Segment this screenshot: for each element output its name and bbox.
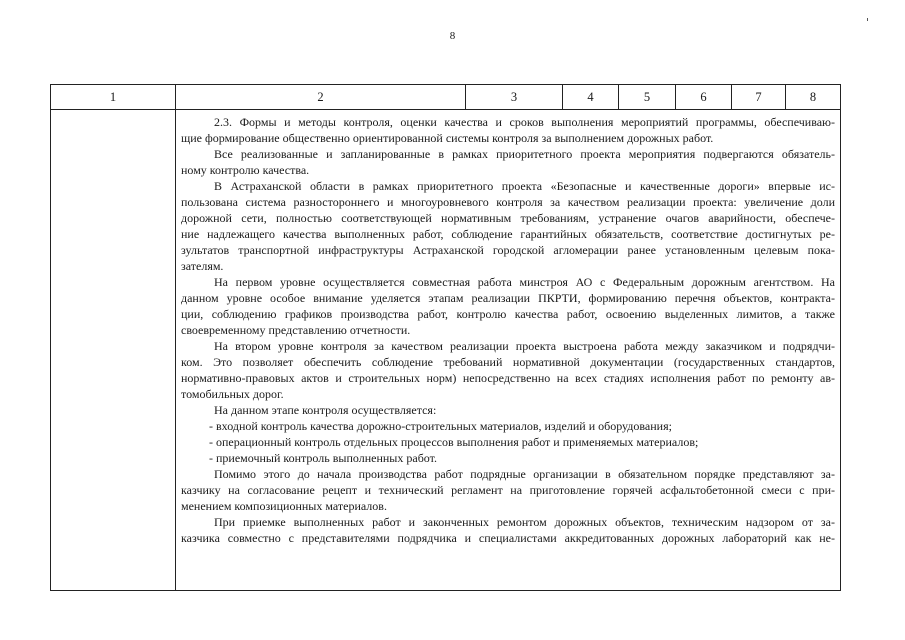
scan-speck	[867, 18, 868, 21]
text-line-content: своевременному представлению отчетности.	[181, 323, 411, 337]
text-line-content: ции, соблюдению графиков производства работ, контролю качества работ, освоению выделенных лимитов, а также	[181, 307, 835, 321]
text-line	[181, 466, 835, 482]
text-line	[181, 258, 835, 274]
text-line	[181, 434, 835, 450]
page-number: 8	[449, 30, 456, 42]
text-line-content: На данном этапе контроля осуществляется:	[214, 403, 437, 417]
text-line	[181, 338, 835, 354]
text-line	[181, 290, 835, 306]
table-header-row	[51, 85, 841, 110]
text-line-content: пользована система разностороннего и многоуровневого контроля за качеством реализации проекта: увеличение доли	[181, 195, 835, 209]
text-line	[181, 274, 835, 290]
text-line-content: В Астраханской области в рамках приоритетного проекта «Безопасные и качественные дороги» впервые ис-	[214, 179, 835, 193]
text-line	[181, 514, 835, 530]
text-line	[181, 530, 835, 546]
text-line-content: менением композиционных материалов.	[181, 499, 387, 513]
text-line	[181, 354, 835, 370]
text-line	[181, 482, 835, 498]
text-line	[181, 210, 835, 226]
column-header-4: 4	[563, 85, 619, 110]
text-line	[181, 498, 835, 514]
text-line	[181, 178, 835, 194]
text-line-content: Помимо этого до начала производства работ подрядные организации в обязательном порядке представляют за-	[214, 467, 835, 481]
text-line-content: 2.3. Формы и методы контроля, оценки качества и сроков выполнения мероприятий программы, обеспечиваю-	[214, 115, 835, 129]
text-line-content: На первом уровне осуществляется совместная работа минстроя АО с Федеральным дорожным агентством. На	[214, 275, 835, 289]
text-line	[181, 242, 835, 258]
text-line-content: казчику на согласование рецепт и технический регламент на приготовление горячей асфальтобетонной смеси с при-	[181, 483, 835, 497]
text-line-content: Все реализованные и запланированные в рамках приоритетного проекта мероприятия подвергаются обязатель-	[214, 147, 835, 161]
text-line-content: ние надлежащего качества выполненных работ, соблюдение гарантийных обязательств, соответствие достигнутых ре-	[181, 227, 835, 241]
text-line	[181, 146, 835, 162]
text-line	[181, 306, 835, 322]
column-header-6: 6	[676, 85, 732, 110]
column-header-1: 1	[51, 85, 176, 110]
text-line-content: томобильных дорог.	[181, 387, 284, 401]
merged-text-cell	[176, 110, 841, 591]
text-line-content: ком. Это позволяет обеспечить соблюдение требований нормативной документации (государственных стандартов,	[181, 355, 835, 369]
text-line-content: ному контролю качества.	[181, 163, 310, 177]
column-header-2: 2	[176, 85, 466, 110]
text-line-content: - операционный контроль отдельных процессов выполнения работ и применяемых материалов;	[209, 435, 699, 449]
text-line	[181, 402, 835, 418]
text-line-content: зателям.	[181, 259, 224, 273]
text-line-content: казчика совместно с представителями подрядчика и специалистами аккредитованных дорожных лабораторий как не-	[181, 531, 835, 545]
text-line	[181, 194, 835, 210]
text-line	[181, 130, 835, 146]
text-line-content: - приемочный контроль выполненных работ.	[209, 451, 437, 465]
table-body-row	[51, 110, 841, 591]
section-2-3-text	[181, 114, 835, 590]
text-line	[181, 418, 835, 434]
text-line-content: данном уровне особое внимание уделяется этапам реализации ПКРТИ, формированию перечня объектов, контракта-	[181, 291, 835, 305]
column-header-5: 5	[619, 85, 676, 110]
text-line	[181, 370, 835, 386]
text-line-content: На втором уровне контроля за качеством реализации проекта выстроена работа между заказчиком и подрядчи-	[214, 339, 835, 353]
text-line	[181, 322, 835, 338]
text-line-content: нормативно-правовых актов и строительных норм) непосредственно на всех стадиях исполнения работ по ремонту ав-	[181, 371, 835, 385]
text-line	[181, 162, 835, 178]
column-header-7: 7	[732, 85, 786, 110]
text-line	[181, 114, 835, 130]
text-line-content: - входной контроль качества дорожно-строительных материалов, изделий и оборудования;	[209, 419, 672, 433]
column-header-8: 8	[786, 85, 841, 110]
text-line-content: При приемке выполненных работ и законченных ремонтом дорожных объектов, техническим надзором от за-	[214, 515, 835, 529]
document-table	[50, 84, 841, 591]
text-line	[181, 226, 835, 242]
text-line-content: щие формирование общественно ориентированной системы контроля за выполнением дорожных работ.	[181, 131, 714, 145]
text-line-content: дорожной сети, полностью соответствующей нормативным требованиям, устранение очагов аварийности, обеспече-	[181, 211, 835, 225]
column-header-3: 3	[466, 85, 563, 110]
text-line	[181, 450, 835, 466]
text-line-content: зультатов транспортной инфраструктуры Астраханской городской агломерации ранее установленным целевым пока-	[181, 243, 835, 257]
empty-first-column-cell	[51, 110, 176, 591]
text-line	[181, 386, 835, 402]
